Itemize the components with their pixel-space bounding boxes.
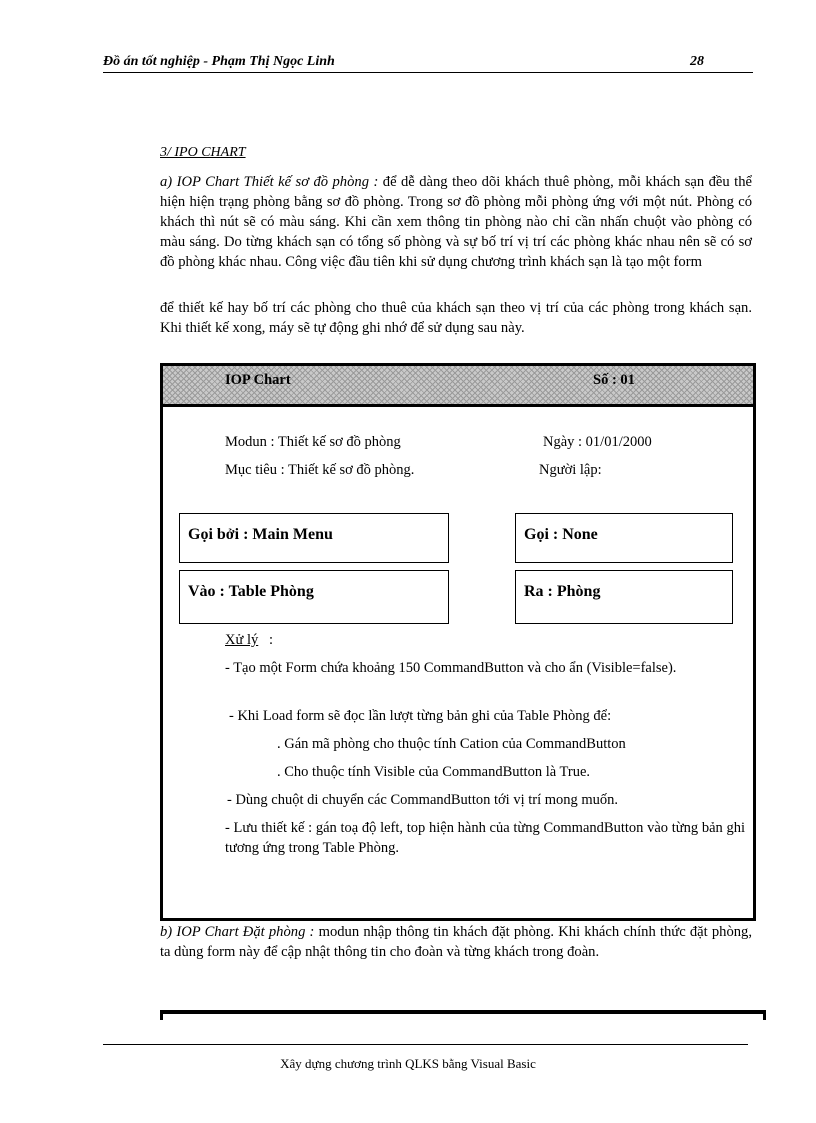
part-b-lead: b) IOP Chart Đặt phòng : bbox=[160, 924, 315, 940]
output-label: Ra : Phòng bbox=[524, 583, 601, 600]
input-box bbox=[179, 570, 449, 624]
ipo-chart-header bbox=[163, 366, 753, 407]
intro-text: để dễ dàng theo dõi khách thuê phòng, mỗi khách sạn đều thể hiện hiện trạng phòng bằng sơ đồ phòng. Trong sơ đồ phòng mỗi phòng ứng với một nút. Phòng có khách thì nút sẽ có màu sáng. Khi cần xem thông tin phòng nào chỉ cần nhấn chuột vào phòng có màu sáng. Do từng khách sạn có tổng số phòng và sự bố trí vị trí các phòng khác nhau nên sẽ có sơ đồ phòng khác nhau. Công việc đầu tiên khi sử dụng chương trình khách sạn là tạo một form bbox=[160, 174, 752, 270]
footer-text: Xây dựng chương trình QLKS bằng Visual Basic bbox=[280, 1056, 536, 1071]
page-number: 28 bbox=[690, 54, 704, 69]
process-substep: . Gán mã phòng cho thuộc tính Cation của CommandButton bbox=[277, 736, 626, 752]
calls-box bbox=[515, 513, 733, 563]
header-divider bbox=[103, 72, 753, 73]
intro-paragraph bbox=[160, 172, 752, 272]
ipo-chart-frame bbox=[160, 363, 756, 921]
output-box bbox=[515, 570, 733, 624]
ipo-date: Ngày : 01/01/2000 bbox=[543, 434, 652, 450]
process-substep: . Cho thuộc tính Visible của CommandButton là True. bbox=[277, 764, 591, 780]
ipo-objective: Mục tiêu : Thiết kế sơ đồ phòng. bbox=[225, 462, 415, 478]
ipo-chart-number: Số : 01 bbox=[593, 372, 635, 388]
called-by-label: Gọi bởi : Main Menu bbox=[188, 526, 333, 543]
input-label: Vào : Table Phòng bbox=[188, 583, 314, 600]
ipo-chart-title: IOP Chart bbox=[225, 372, 291, 388]
document-header-title: Đồ án tốt nghiệp - Phạm Thị Ngọc Linh bbox=[103, 54, 335, 69]
next-chart-frame-right bbox=[763, 1010, 766, 1020]
process-label: Xử lý bbox=[225, 632, 259, 648]
called-by-box bbox=[179, 513, 449, 563]
ipo-author: Người lập: bbox=[539, 462, 602, 478]
footer-divider bbox=[103, 1044, 748, 1045]
calls-label: Gọi : None bbox=[524, 526, 598, 543]
intro-paragraph-continued bbox=[160, 298, 752, 338]
next-chart-frame-left bbox=[160, 1010, 163, 1020]
part-b-paragraph bbox=[160, 922, 752, 962]
section-title: 3/ IPO CHART bbox=[160, 145, 246, 160]
process-step: - Khi Load form sẽ đọc lần lượt từng bản ghi của Table Phòng để: bbox=[229, 708, 612, 724]
ipo-module: Modun : Thiết kế sơ đồ phòng bbox=[225, 434, 401, 450]
next-chart-frame-top bbox=[160, 1010, 765, 1014]
process-step: - Tạo một Form chứa khoảng 150 CommandButton và cho ẩn (Visible=false). bbox=[225, 660, 677, 676]
process-colon: : bbox=[269, 632, 274, 648]
intro-text-2: để thiết kế hay bố trí các phòng cho thuê của khách sạn theo vị trí của các phòng trong khách sạn. Khi thiết kế xong, máy sẽ tự động ghi nhớ để sử dụng sau này. bbox=[160, 300, 752, 336]
part-b-text: modun nhập thông tin khách đặt phòng. Khi khách chính thức đặt phòng, ta dùng form này để cập nhật thông tin cho đoàn và từng khách trong đoàn. bbox=[160, 924, 753, 960]
process-step: - Lưu thiết kế : gán toạ độ left, top hiện hành của từng CommandButton vào từng bản ghi tương ứng trong Table Phòng. bbox=[225, 820, 745, 856]
intro-lead: a) IOP Chart Thiết kế sơ đồ phòng : bbox=[160, 174, 379, 190]
process-step: - Dùng chuột di chuyển các CommandButton tới vị trí mong muốn. bbox=[227, 792, 619, 808]
